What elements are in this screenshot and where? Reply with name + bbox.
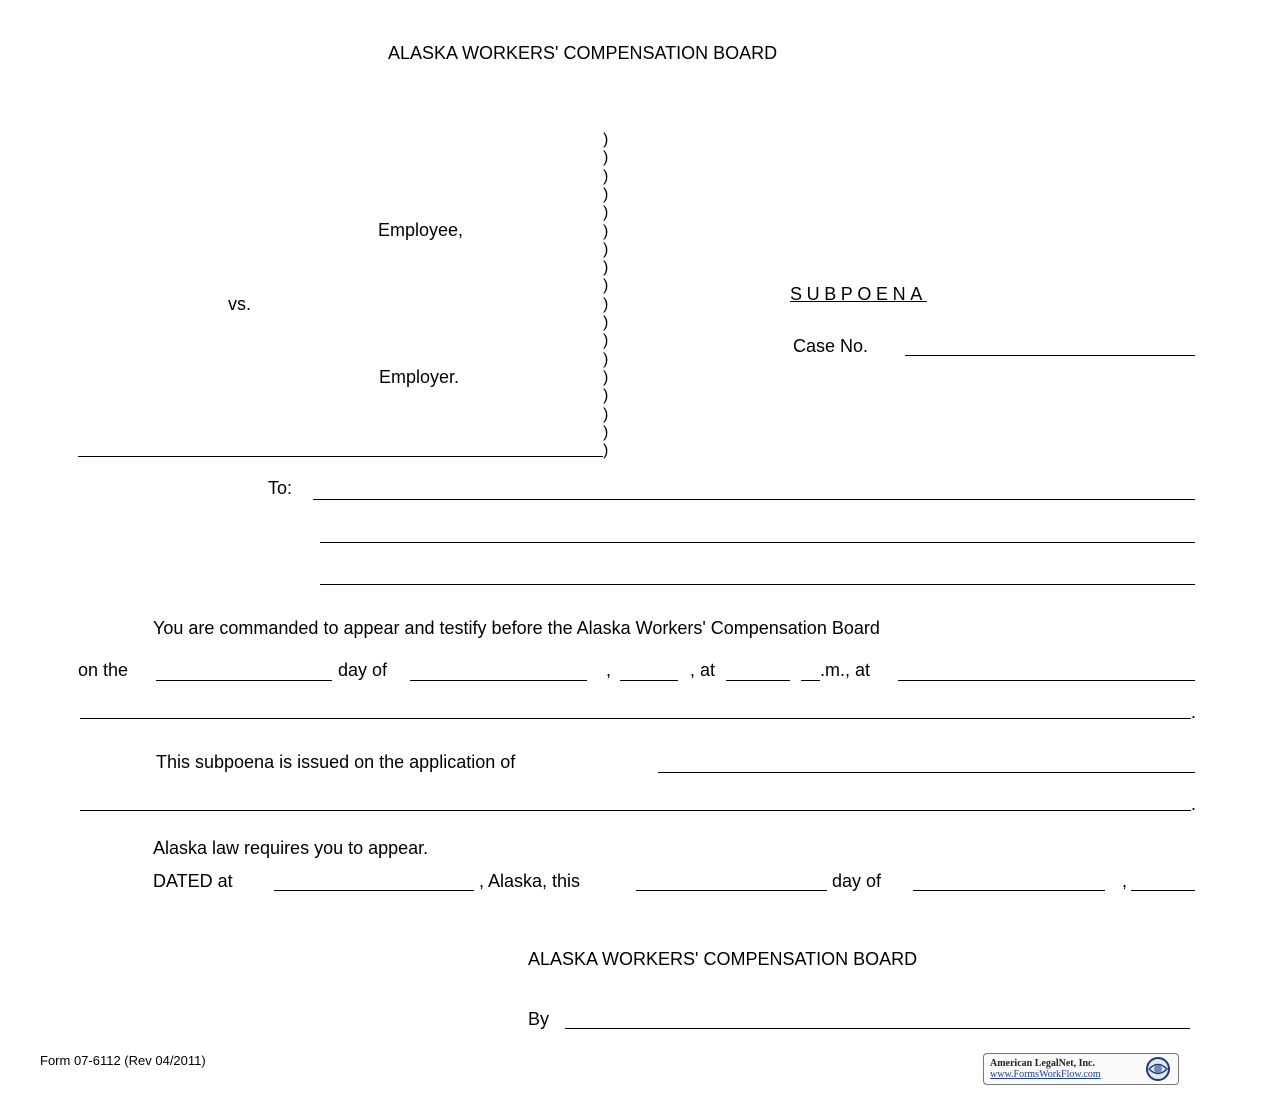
- time-field[interactable]: [726, 680, 790, 681]
- to-line-1[interactable]: [313, 499, 1195, 500]
- to-line-3[interactable]: [320, 584, 1195, 585]
- dated-comma-label: ,: [1122, 871, 1128, 891]
- case-no-label: Case No.: [793, 336, 869, 356]
- caption-paren: ): [603, 149, 609, 167]
- caption-paren: ): [603, 314, 609, 331]
- globe-icon: [1141, 1056, 1175, 1082]
- caption-paren: ): [603, 222, 609, 240]
- logo-company-name: American LegalNet, Inc.: [990, 1058, 1095, 1069]
- form-header-title: ALASKA WORKERS' COMPENSATION BOARD: [388, 43, 778, 63]
- dated-at-label: DATED at: [153, 871, 233, 891]
- by-label: By: [528, 1009, 550, 1029]
- month-field[interactable]: [410, 680, 587, 681]
- form-number: Form 07-6112 (Rev 04/2011): [40, 1053, 206, 1068]
- applicant-period: .: [1191, 794, 1197, 814]
- day-field[interactable]: [156, 680, 332, 681]
- logo-url-link[interactable]: www.FormsWorkFlow.com: [990, 1069, 1101, 1080]
- location-period: .: [1191, 702, 1197, 722]
- caption-paren: ): [603, 368, 609, 386]
- caption-paren: ): [603, 332, 609, 350]
- vs-label: vs.: [228, 294, 252, 314]
- application-text: This subpoena is issued on the application of: [156, 752, 516, 772]
- dated-day-of-label: day of: [832, 871, 882, 891]
- subpoena-title: SUBPOENA: [790, 284, 927, 304]
- caption-paren: ): [603, 295, 609, 313]
- to-label: To:: [268, 478, 293, 498]
- legalnet-logo[interactable]: [983, 1053, 1179, 1085]
- command-text: You are commanded to appear and testify before the Alaska Workers' Compensation Board: [153, 618, 880, 638]
- day-of-label: day of: [338, 660, 388, 680]
- caption-paren: ): [603, 423, 609, 441]
- applicant-field-2[interactable]: [80, 810, 1191, 811]
- employer-label: Employer.: [379, 367, 460, 387]
- caption-paren: ): [603, 387, 609, 405]
- dated-month-field[interactable]: [913, 890, 1105, 891]
- caption-paren: ): [603, 204, 609, 222]
- caption-paren: ): [603, 277, 609, 295]
- caption-paren: ): [603, 405, 609, 423]
- signature-field[interactable]: [565, 1028, 1190, 1029]
- dated-day-field[interactable]: [636, 890, 827, 891]
- caption-paren: ): [603, 240, 609, 258]
- dated-place-field[interactable]: [274, 890, 474, 891]
- case-no-field[interactable]: [905, 355, 1195, 356]
- caption-bottom-rule: [78, 456, 603, 457]
- to-line-2[interactable]: [320, 542, 1195, 543]
- employee-label: Employee,: [378, 220, 464, 240]
- caption-paren: ): [603, 167, 609, 185]
- caption-paren: ): [603, 350, 609, 368]
- applicant-field-1[interactable]: [658, 772, 1195, 773]
- signature-board-title: ALASKA WORKERS' COMPENSATION BOARD: [528, 949, 918, 969]
- location-field-1[interactable]: [898, 680, 1195, 681]
- caption-paren: ): [603, 131, 609, 148]
- location-field-2[interactable]: [80, 718, 1191, 719]
- year-field[interactable]: [620, 680, 678, 681]
- law-text: Alaska law requires you to appear.: [153, 838, 429, 858]
- on-the-label: on the: [78, 660, 129, 680]
- caption-paren: ): [603, 442, 609, 460]
- caption-paren: ): [603, 185, 609, 203]
- meridiem-field[interactable]: [801, 680, 820, 681]
- meridiem-at-label: .m., at: [820, 660, 871, 680]
- at-label: , at: [690, 660, 716, 680]
- dated-year-field[interactable]: [1131, 890, 1195, 891]
- comma-label: ,: [606, 660, 612, 680]
- caption-paren: ): [603, 259, 609, 277]
- alaska-this-label: , Alaska, this: [479, 871, 581, 891]
